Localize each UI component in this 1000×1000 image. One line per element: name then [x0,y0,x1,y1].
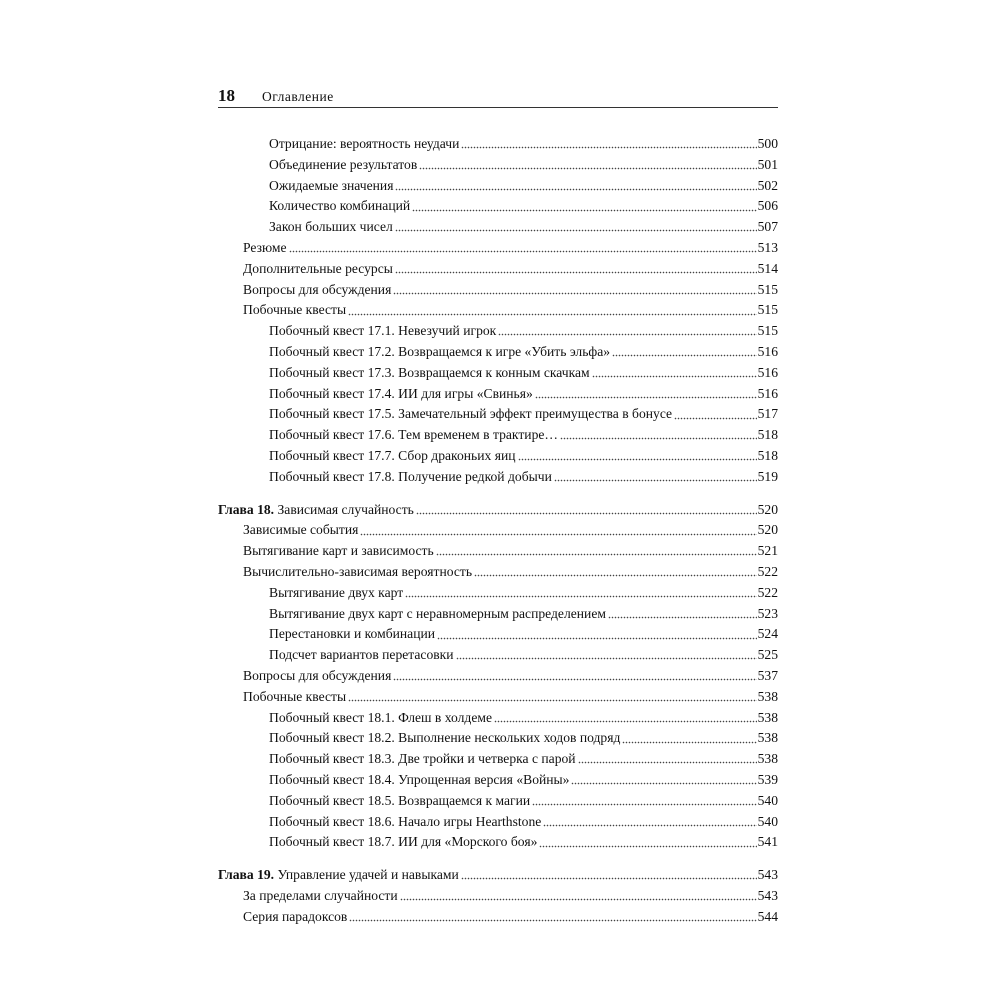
toc-entry-title [243,562,472,583]
dot-leader [348,699,757,703]
toc-entry-title-text: Побочный квест 18.4. Упрощенная версия «Войны» [269,771,570,787]
toc-entry[interactable] [218,300,778,321]
dot-leader [393,291,756,295]
toc-entry-title-text: Управление удачей и навыками [274,867,459,883]
toc-entry-title-text: Побочный квест 18.5. Возвращаемся к магии [269,792,531,808]
toc-entry-title [243,300,346,321]
toc-entry-title-text: Закон больших чисел [269,219,393,235]
toc-entry[interactable] [218,886,778,907]
toc-page-number: 540 [757,792,778,808]
toc-entry[interactable] [218,791,778,812]
dot-leader [395,271,757,275]
page-header [218,86,778,108]
toc-entry-title-text: Вопросы для обсуждения [243,281,392,297]
dot-leader [400,898,757,902]
toc-entry-title [243,687,346,708]
dot-leader [456,657,757,661]
toc-page-number: 538 [757,730,778,746]
toc-entry-title-text: Дополнительные ресурсы [243,260,393,276]
dot-leader [349,918,756,922]
toc-entry[interactable] [218,708,778,729]
toc-entry[interactable] [218,446,778,467]
toc-entry-title-text: Побочные квесты [243,688,347,704]
toc-entry-title [269,446,516,467]
toc-entry-title [243,907,347,928]
toc-entry-title [243,520,358,541]
toc-entry-title [269,749,576,770]
toc-entry-title-text: Побочный квест 17.3. Возвращаемся к конным скачкам [269,364,590,380]
toc-entry[interactable] [218,604,778,625]
toc-page-number: 515 [757,302,778,318]
toc-entry-title-text: Серия парадоксов [243,908,348,924]
toc-page-number: 519 [757,468,778,484]
toc-entry-title [269,708,492,729]
toc-entry-title [269,425,558,446]
toc-entry-title-text: Вытягивание карт и зависимость [243,543,434,559]
toc-entry[interactable] [218,624,778,645]
toc-entry-title [269,832,537,853]
toc-entry-title-text: Побочный квест 17.4. ИИ для игры «Свинья» [269,385,533,401]
toc-page-number: 540 [757,813,778,829]
dot-leader [571,782,756,786]
toc-page-number: 516 [757,343,778,359]
dot-leader [494,719,757,723]
toc-page-number: 507 [757,219,778,235]
dot-leader [360,532,756,536]
toc-entry-title [269,134,459,155]
toc-entry-title [243,541,434,562]
toc-entry-title-text: Ожидаемые значения [269,177,394,193]
dot-leader [436,553,757,557]
toc-entry[interactable] [218,562,778,583]
toc-entry-title [269,404,672,425]
toc-entry-title-text: За пределами случайности [243,887,398,903]
toc-page-number: 523 [757,605,778,621]
toc-page-number: 524 [757,626,778,642]
toc-page-number: 513 [757,239,778,255]
toc-entry[interactable] [218,238,778,259]
toc-entry-title-text: Резюме [243,239,287,255]
toc-page-number: 538 [757,751,778,767]
toc-page-number: 502 [757,177,778,193]
dot-leader [461,877,757,881]
toc-page-number: 537 [757,667,778,683]
dot-leader [348,312,757,316]
toc-entry[interactable] [218,134,778,155]
dot-leader [498,333,756,337]
toc-entry[interactable] [218,384,778,405]
running-title: Оглавление [262,89,334,104]
toc-entry-title-text: Зависимые события [243,522,359,538]
toc-entry-title-text: Количество комбинаций [269,198,411,214]
toc-entry-title-text: Вытягивание двух карт [269,584,404,600]
toc-entry[interactable] [218,728,778,749]
dot-leader [539,844,756,848]
toc-entry-title-text: Побочный квест 18.1. Флеш в холдеме [269,709,492,725]
toc-page-number: 500 [757,136,778,151]
toc-entry-title-text: Отрицание: вероятность неудачи [269,136,460,151]
toc-entry[interactable] [218,217,778,238]
toc-entry[interactable] [218,425,778,446]
toc-entry-title [269,812,541,833]
toc-entry-title-text: Побочный квест 17.7. Сбор драконьих яиц [269,447,516,463]
toc-entry-title [269,583,403,604]
toc-entry[interactable] [218,645,778,666]
dot-leader [437,636,757,640]
dot-leader [560,437,757,441]
toc-page-number: 539 [757,771,778,787]
dot-leader [393,678,756,682]
toc-page-number: 521 [757,543,778,559]
toc-page-number: 518 [757,447,778,463]
toc-entry[interactable] [218,812,778,833]
toc-page-number: 520 [757,501,778,517]
toc-entry-title [269,176,393,197]
toc-entry-title-text: Вычислительно-зависимая вероятность [243,563,473,579]
chapter-label: Глава 19. [218,867,275,883]
toc-entry[interactable] [218,907,778,928]
toc-entry-title-text: Вопросы для обсуждения [243,667,392,683]
toc-entry-title-text: Побочный квест 17.8. Получение редкой добычи [269,468,552,484]
dot-leader [474,574,757,578]
toc-page-number: 538 [757,688,778,704]
toc-entry-title [269,624,435,645]
toc-page-number: 515 [757,323,778,339]
table-of-contents [218,134,778,927]
toc-entry[interactable] [218,363,778,384]
toc-entry-title-text: Побочный квест 18.7. ИИ для «Морского боя» [269,834,538,850]
toc-entry-title [269,196,410,217]
toc-entry-title-text: Побочный квест 17.1. Невезучий игрок [269,323,497,339]
toc-entry-title [269,604,606,625]
toc-entry[interactable] [218,749,778,770]
header-rule [218,107,778,108]
toc-entry-title [218,865,459,886]
page-number: 18 [218,86,235,105]
toc-chapter-entry[interactable] [218,865,778,886]
toc-entry[interactable] [218,196,778,217]
toc-entry-title-text: Побочный квест 18.2. Выполнение нескольких ходов подряд [269,730,621,746]
dot-leader [395,187,756,191]
toc-entry[interactable] [218,176,778,197]
toc-entry-title-text: Побочный квест 18.6. Начало игры Hearthstone [269,813,542,829]
toc-entry-title [269,467,552,488]
dot-leader [419,167,756,171]
toc-page-number: 543 [757,887,778,903]
toc-page-number: 538 [757,709,778,725]
toc-entry[interactable] [218,280,778,301]
dot-leader [412,208,756,212]
toc-entry-title-text: Объединение результатов [269,156,418,172]
toc-entry[interactable] [218,404,778,425]
toc-entry-title [243,886,398,907]
toc-entry-title-text: Побочный квест 17.6. Тем временем в трактире… [269,427,558,443]
toc-page-number: 518 [757,427,778,443]
toc-page-number: 516 [757,364,778,380]
toc-entry-title [269,728,620,749]
toc-page-number: 544 [757,908,778,924]
toc-entry[interactable] [218,666,778,687]
toc-group [218,865,778,927]
toc-entry-title [243,259,393,280]
toc-page-number: 517 [757,406,778,422]
toc-page-number: 520 [757,522,778,538]
toc-group [218,134,778,488]
toc-entry-title-text: Вытягивание двух карт с неравномерным распределением [269,605,606,621]
dot-leader [612,354,757,358]
toc-page-number: 515 [757,281,778,297]
toc-entry-title [269,155,417,176]
toc-entry-title [269,770,569,791]
dot-leader [461,146,756,150]
toc-page-number: 522 [757,563,778,579]
toc-entry-title-text: Побочный квест 18.3. Две тройки и четверка с парой [269,751,576,767]
toc-entry-title-text: Побочный квест 17.5. Замечательный эффект преимущества в бонусе [269,406,673,422]
toc-entry-title-text: Перестановки и комбинации [269,626,436,642]
dot-leader [532,803,756,807]
toc-entry[interactable] [218,832,778,853]
toc-entry[interactable] [218,770,778,791]
toc-entry-title-text: Побочные квесты [243,302,347,318]
dot-leader [405,595,756,599]
toc-page-number: 514 [757,260,778,276]
toc-page-number: 543 [757,867,778,883]
toc-group [218,500,778,854]
toc-entry-title-text: Подсчет вариантов перетасовки [269,647,454,663]
chapter-label: Глава 18. [218,501,275,517]
dot-leader [578,761,757,765]
dot-leader [608,615,757,619]
toc-entry[interactable] [218,321,778,342]
dot-leader [622,740,756,744]
dot-leader [674,416,757,420]
toc-entry[interactable] [218,259,778,280]
toc-entry-title-text: Побочный квест 17.2. Возвращаемся к игре «Убить эльфа» [269,343,611,359]
toc-page-number: 506 [757,198,778,214]
toc-page-number: 522 [757,584,778,600]
dot-leader [554,479,757,483]
toc-entry-title [269,645,454,666]
toc-entry-title [243,238,287,259]
toc-entry[interactable] [218,520,778,541]
toc-page-number: 525 [757,647,778,663]
toc-entry[interactable] [218,583,778,604]
toc-entry-title [218,500,414,521]
toc-entry[interactable] [218,155,778,176]
toc-entry-title [269,363,590,384]
toc-page-number: 541 [757,834,778,850]
dot-leader [535,395,757,399]
dot-leader [543,823,756,827]
dot-leader [289,250,757,254]
toc-chapter-entry[interactable] [218,500,778,521]
dot-leader [395,229,757,233]
toc-entry-title [243,280,391,301]
toc-entry-title-text: Зависимая случайность [274,501,414,517]
toc-entry-title [243,666,391,687]
toc-page-number: 501 [757,156,778,172]
dot-leader [592,375,757,379]
toc-entry-title [269,342,610,363]
toc-entry[interactable] [218,687,778,708]
dot-leader [518,458,757,462]
toc-entry-title [269,217,393,238]
toc-entry-title [269,384,533,405]
toc-entry[interactable] [218,467,778,488]
toc-entry-title [269,791,530,812]
toc-entry[interactable] [218,541,778,562]
toc-page-number: 516 [757,385,778,401]
toc-entry-title [269,321,496,342]
toc-entry[interactable] [218,342,778,363]
dot-leader [416,511,757,515]
